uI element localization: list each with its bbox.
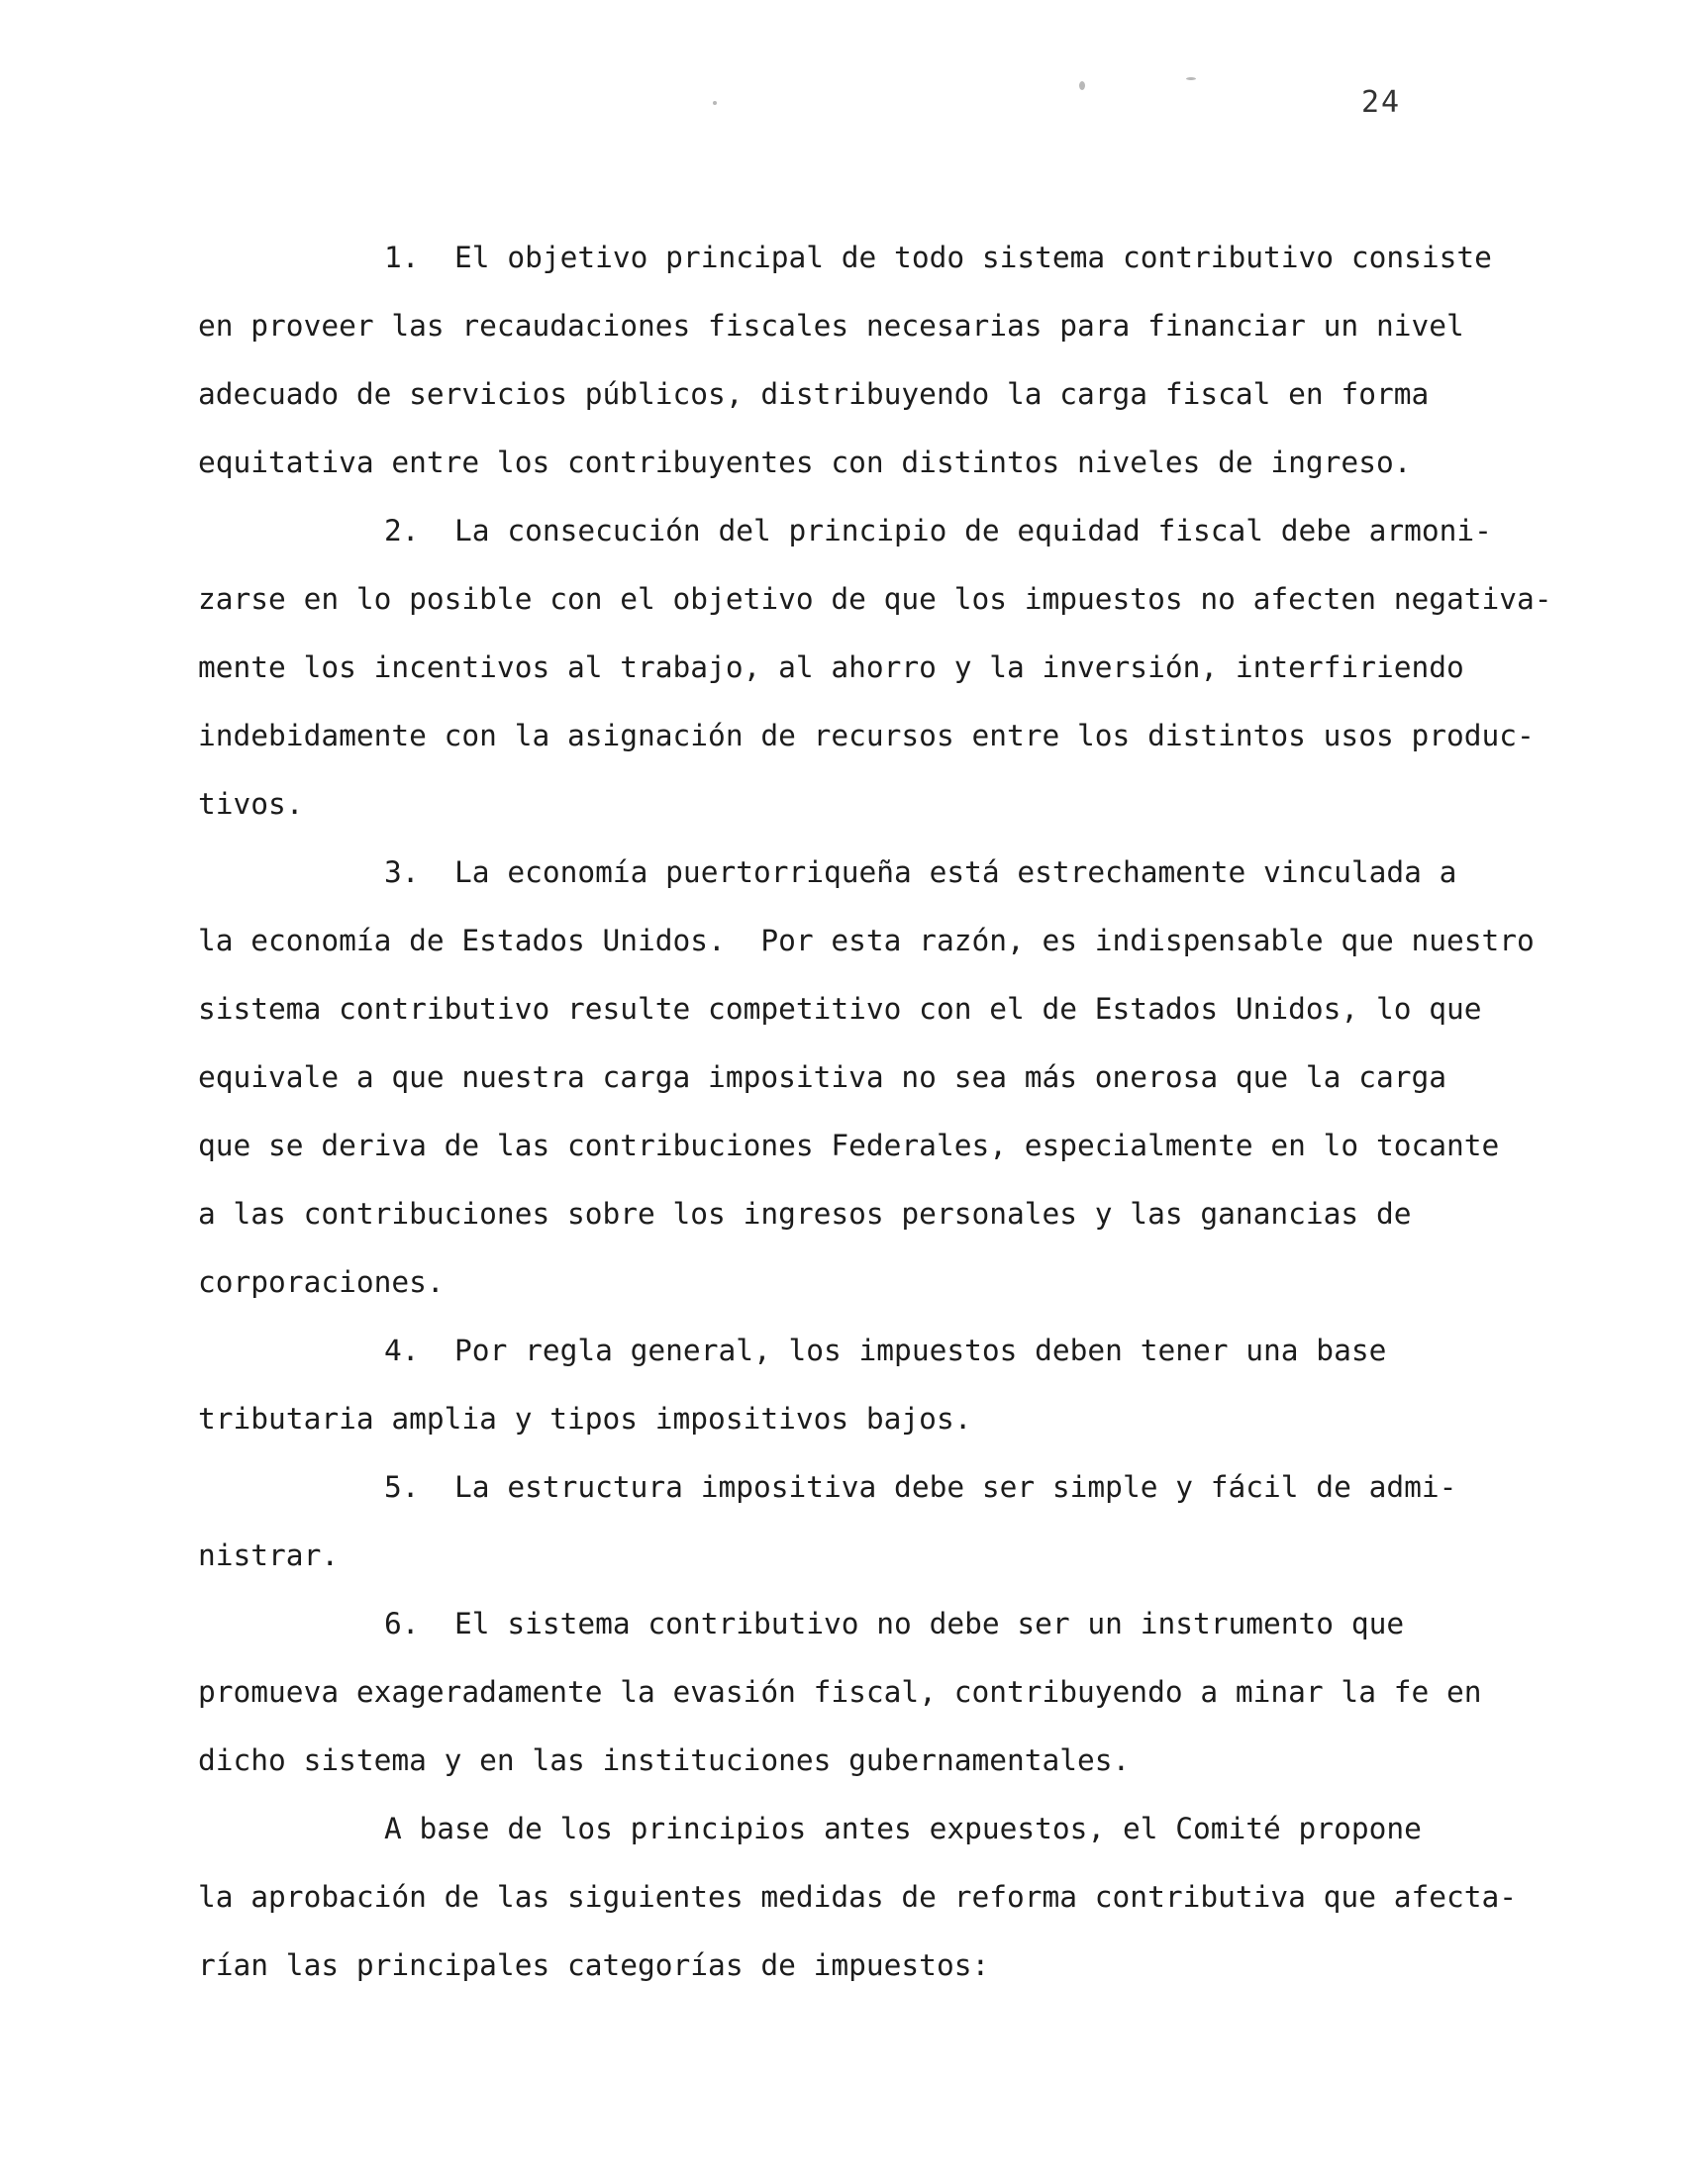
paragraph-2 (198, 497, 1552, 839)
text-line: tivos. (198, 787, 304, 821)
scan-speck (713, 101, 717, 105)
text-line: corporaciones. (198, 1265, 445, 1299)
text-line: sistema contributivo resulte competitivo con el de Estados Unidos, lo que (198, 992, 1482, 1026)
text-line: 1. El objetivo principal de todo sistema contributivo consiste (384, 241, 1492, 274)
text-line: la economía de Estados Unidos. Por esta razón, es indispensable que nuestro (198, 924, 1535, 957)
text-line: equitativa entre los contribuyentes con distintos niveles de ingreso. (198, 446, 1412, 479)
text-line: zarse en lo posible con el objetivo de que los impuestos no afecten negativa- (198, 582, 1552, 616)
document-body (198, 224, 1552, 2000)
text-line: dicho sistema y en las instituciones gubernamentales. (198, 1743, 1131, 1777)
text-line: 4. Por regla general, los impuestos deben tener una base (384, 1334, 1387, 1367)
text-line: nistrar. (198, 1539, 340, 1572)
paragraph-6 (198, 1590, 1525, 1795)
text-line: mente los incentivos al trabajo, al ahorro y la inversión, interfiriendo (198, 650, 1464, 684)
text-line: A base de los principios antes expuestos, el Comité propone (384, 1812, 1422, 1845)
page-number: 24 (1361, 85, 1402, 120)
paragraph-4 (198, 1317, 1525, 1453)
paragraph-3 (198, 839, 1535, 1317)
text-line: 3. La economía puertorriqueña está estrechamente vinculada a (384, 855, 1457, 889)
scan-speck (1079, 81, 1085, 90)
text-line: 5. La estructura impositiva debe ser simple y fácil de admi- (384, 1470, 1457, 1504)
paragraph-5 (198, 1453, 1525, 1590)
text-line: indebidamente con la asignación de recursos entre los distintos usos produc- (198, 719, 1535, 752)
text-line: en proveer las recaudaciones fiscales necesarias para financiar un nivel (198, 309, 1464, 343)
paragraph-1 (198, 224, 1525, 497)
text-line: que se deriva de las contribuciones Federales, especialmente en lo tocante (198, 1129, 1500, 1162)
text-line: 2. La consecución del principio de equidad fiscal debe armoni- (384, 514, 1492, 547)
text-line: 6. El sistema contributivo no debe ser un instrumento que (384, 1607, 1405, 1640)
text-line: la aprobación de las siguientes medidas de reforma contributiva que afecta- (198, 1880, 1518, 1914)
scan-speck (1186, 77, 1196, 80)
text-line: promueva exageradamente la evasión fiscal, contribuyendo a minar la fe en (198, 1675, 1482, 1709)
text-line: adecuado de servicios públicos, distribuyendo la carga fiscal en forma (198, 377, 1430, 411)
paragraph-7 (198, 1795, 1525, 2000)
text-line: a las contribuciones sobre los ingresos personales y las ganancias de (198, 1197, 1412, 1231)
text-line: tributaria amplia y tipos impositivos bajos. (198, 1402, 972, 1436)
text-line: rían las principales categorías de impuestos: (198, 1948, 990, 1982)
text-line: equivale a que nuestra carga impositiva no sea más onerosa que la carga (198, 1060, 1446, 1094)
